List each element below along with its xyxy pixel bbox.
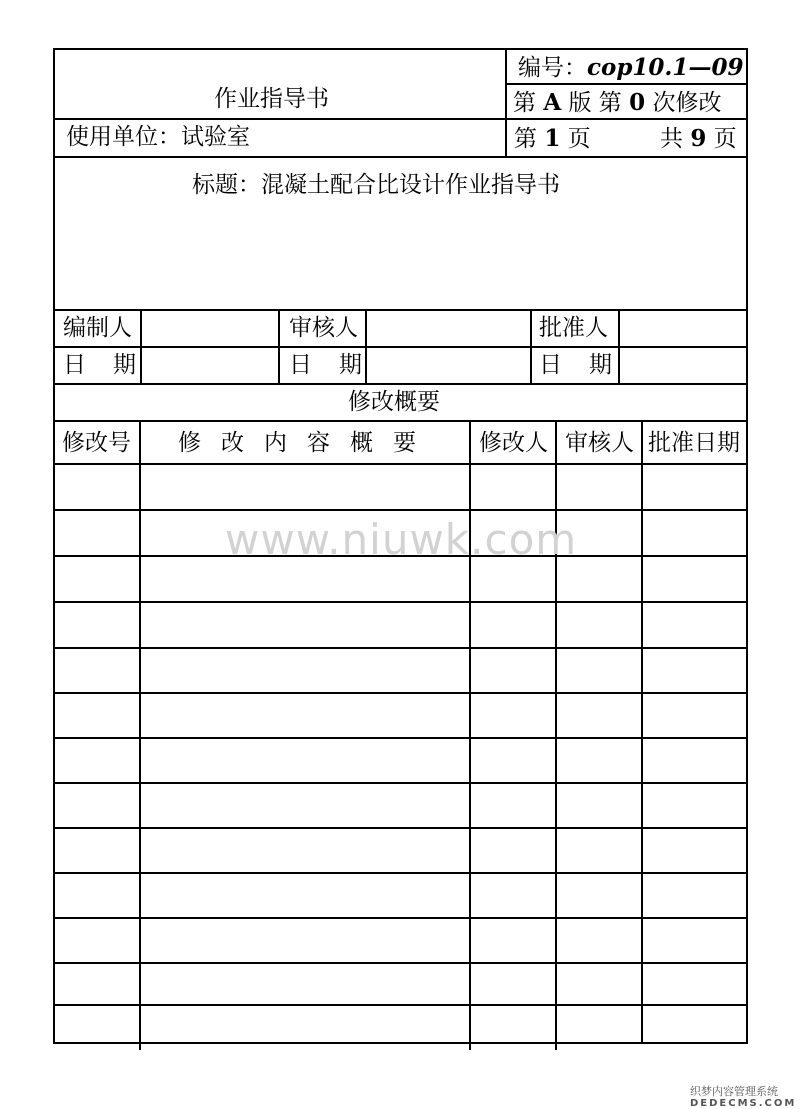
page-number — [514, 127, 591, 151]
doc-title: 作业指导书 — [214, 86, 329, 112]
signature-col-4 — [530, 309, 532, 385]
row-line — [53, 782, 748, 784]
version-edition: A — [543, 89, 562, 116]
page-suffix: 页 — [567, 126, 591, 152]
unit-label: 使用单位： — [66, 124, 181, 150]
number-value: cop10.1—09 — [587, 54, 744, 81]
version-middle: 版 第 — [568, 90, 622, 116]
page-prefix: 第 — [514, 126, 537, 152]
row-line — [53, 872, 748, 874]
border-bottom — [53, 1042, 748, 1044]
review-date-label: 日期 — [289, 352, 389, 378]
revision-summary-heading: 修改概要 — [348, 389, 440, 415]
row-line — [53, 647, 748, 649]
row-line — [53, 917, 748, 919]
version-suffix: 次修改 — [652, 90, 722, 116]
total-suffix: 页 — [713, 126, 737, 152]
footer-logo — [690, 1085, 797, 1109]
reviewer-label: 审核人 — [289, 315, 358, 341]
compile-date-label: 日期 — [63, 352, 163, 378]
border-right — [746, 48, 748, 1044]
col-approval-date: 批准日期 — [648, 430, 740, 456]
row-line — [53, 1004, 748, 1006]
row-line — [53, 737, 748, 739]
revision-header-line — [53, 420, 748, 422]
version-revision: 0 — [629, 89, 646, 116]
revision-col-1 — [139, 420, 141, 1050]
version-prefix: 第 — [513, 90, 536, 116]
page-total — [660, 127, 737, 151]
page-current: 1 — [544, 125, 561, 152]
row-line — [53, 509, 748, 511]
signature-line-bottom — [53, 383, 748, 385]
number-label: 编号： — [518, 55, 587, 81]
border-top — [53, 48, 748, 50]
col-revision-number: 修改号 — [62, 430, 131, 456]
signature-line-mid — [53, 346, 748, 348]
total-prefix: 共 — [660, 126, 683, 152]
row-line — [53, 601, 748, 603]
revision-col-4 — [641, 420, 643, 1044]
header-line-1 — [505, 83, 748, 85]
watermark-text: www.niuwk.com — [225, 515, 578, 564]
document-subject — [192, 174, 560, 197]
approve-date-label: 日期 — [539, 352, 639, 378]
subject-label: 标题： — [192, 172, 261, 198]
row-line — [53, 962, 748, 964]
revision-col-header-line — [53, 463, 748, 465]
unit-value: 试验室 — [181, 124, 250, 150]
border-left — [53, 48, 55, 1044]
compiler-label: 编制人 — [63, 315, 132, 341]
approver-label: 批准人 — [539, 315, 608, 341]
subject-value: 混凝土配合比设计作业指导书 — [261, 172, 560, 198]
footer-logo-line2: DEDECMS.COM — [690, 1098, 797, 1109]
row-line — [53, 827, 748, 829]
signature-line-top — [53, 309, 748, 311]
header-line-2 — [53, 118, 748, 120]
col-reviewer: 审核人 — [565, 430, 634, 456]
signature-col-2 — [278, 309, 280, 385]
col-revision-content: 修改内容概要 — [178, 430, 436, 456]
header-divider — [505, 48, 507, 158]
page-total-value: 9 — [690, 125, 707, 152]
row-line — [53, 692, 748, 694]
version-info — [513, 91, 721, 115]
header-line-3 — [53, 156, 748, 158]
document-number — [518, 56, 743, 80]
usage-unit — [66, 126, 250, 149]
col-modifier: 修改人 — [479, 430, 548, 456]
footer-logo-line1: 织梦内容管理系统 — [690, 1085, 778, 1098]
